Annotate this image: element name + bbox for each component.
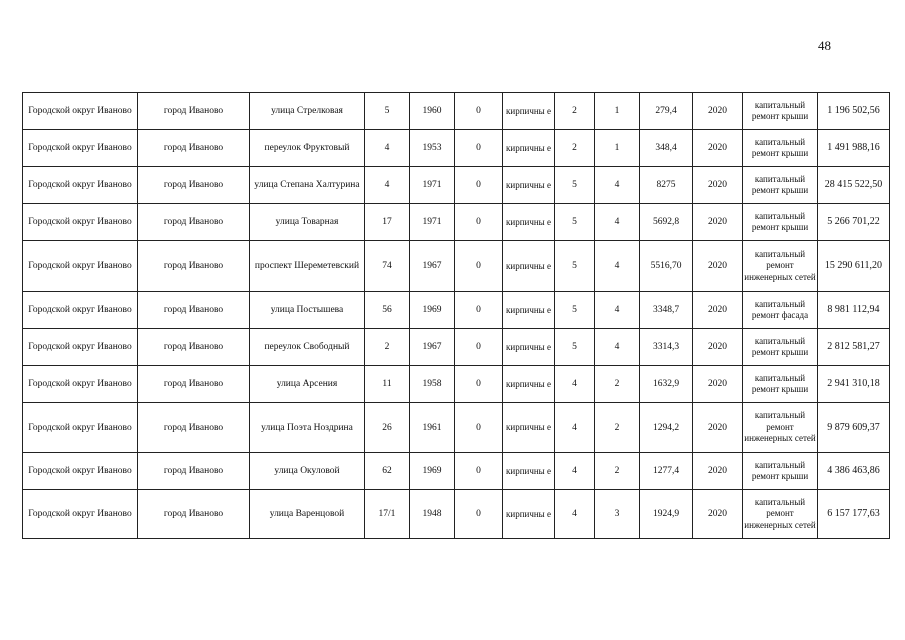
zero-value-cell: 0 [455, 329, 503, 366]
build-year-cell: 1958 [410, 366, 455, 403]
repair-registry-table [22, 92, 890, 539]
entrances-cell: 3 [595, 490, 640, 539]
work-type-cell: капитальный ремонт инженерных сетей [743, 403, 818, 453]
table-row [23, 490, 890, 539]
district-cell: Городской округ Иваново [23, 403, 138, 453]
area-cell: 1294,2 [640, 403, 693, 453]
street-cell: улица Стрелковая [250, 93, 365, 130]
street-cell: улица Постышева [250, 292, 365, 329]
area-cell: 348,4 [640, 130, 693, 167]
city-cell: город Иваново [138, 292, 250, 329]
zero-value-cell: 0 [455, 490, 503, 539]
house-number-cell: 17/1 [365, 490, 410, 539]
work-type-cell: капитальный ремонт крыши [743, 329, 818, 366]
cost-cell: 15 290 611,20 [818, 241, 890, 292]
zero-value-cell: 0 [455, 130, 503, 167]
build-year-cell: 1948 [410, 490, 455, 539]
cost-cell: 9 879 609,37 [818, 403, 890, 453]
entrances-cell: 4 [595, 329, 640, 366]
area-cell: 1632,9 [640, 366, 693, 403]
work-type-cell: капитальный ремонт инженерных сетей [743, 490, 818, 539]
table-body [23, 93, 890, 539]
house-number-cell: 5 [365, 93, 410, 130]
table-row [23, 204, 890, 241]
plan-year-cell: 2020 [693, 93, 743, 130]
city-cell: город Иваново [138, 329, 250, 366]
street-cell: улица Товарная [250, 204, 365, 241]
floors-cell: 4 [555, 403, 595, 453]
cost-cell: 1 196 502,56 [818, 93, 890, 130]
cost-cell: 28 415 522,50 [818, 167, 890, 204]
table-row [23, 366, 890, 403]
area-cell: 1924,9 [640, 490, 693, 539]
area-cell: 3348,7 [640, 292, 693, 329]
street-cell: переулок Свободный [250, 329, 365, 366]
city-cell: город Иваново [138, 93, 250, 130]
table-row [23, 241, 890, 292]
table-row [23, 453, 890, 490]
district-cell: Городской округ Иваново [23, 490, 138, 539]
table-row [23, 329, 890, 366]
zero-value-cell: 0 [455, 204, 503, 241]
plan-year-cell: 2020 [693, 403, 743, 453]
district-cell: Городской округ Иваново [23, 366, 138, 403]
floors-cell: 5 [555, 204, 595, 241]
cost-cell: 4 386 463,86 [818, 453, 890, 490]
district-cell: Городской округ Иваново [23, 329, 138, 366]
street-cell: улица Арсения [250, 366, 365, 403]
table-row [23, 130, 890, 167]
build-year-cell: 1953 [410, 130, 455, 167]
house-number-cell: 26 [365, 403, 410, 453]
work-type-cell: капитальный ремонт крыши [743, 167, 818, 204]
house-number-cell: 74 [365, 241, 410, 292]
work-type-cell: капитальный ремонт фасада [743, 292, 818, 329]
plan-year-cell: 2020 [693, 329, 743, 366]
entrances-cell: 4 [595, 204, 640, 241]
entrances-cell: 1 [595, 93, 640, 130]
entrances-cell: 4 [595, 167, 640, 204]
table-row [23, 167, 890, 204]
district-cell: Городской округ Иваново [23, 93, 138, 130]
plan-year-cell: 2020 [693, 130, 743, 167]
plan-year-cell: 2020 [693, 490, 743, 539]
floors-cell: 5 [555, 241, 595, 292]
page-number: 48 [818, 38, 831, 53]
wall-material-cell: кирпичны е [503, 204, 555, 241]
cost-cell: 2 812 581,27 [818, 329, 890, 366]
work-type-cell: капитальный ремонт крыши [743, 453, 818, 490]
area-cell: 279,4 [640, 93, 693, 130]
street-cell: улица Степана Халтурина [250, 167, 365, 204]
entrances-cell: 1 [595, 130, 640, 167]
floors-cell: 5 [555, 329, 595, 366]
entrances-cell: 2 [595, 453, 640, 490]
cost-cell: 6 157 177,63 [818, 490, 890, 539]
district-cell: Городской округ Иваново [23, 167, 138, 204]
build-year-cell: 1971 [410, 204, 455, 241]
entrances-cell: 4 [595, 241, 640, 292]
district-cell: Городской округ Иваново [23, 292, 138, 329]
street-cell: улица Варенцовой [250, 490, 365, 539]
work-type-cell: капитальный ремонт крыши [743, 130, 818, 167]
plan-year-cell: 2020 [693, 292, 743, 329]
cost-cell: 1 491 988,16 [818, 130, 890, 167]
zero-value-cell: 0 [455, 292, 503, 329]
floors-cell: 4 [555, 366, 595, 403]
wall-material-cell: кирпичны е [503, 366, 555, 403]
house-number-cell: 56 [365, 292, 410, 329]
area-cell: 1277,4 [640, 453, 693, 490]
district-cell: Городской округ Иваново [23, 241, 138, 292]
zero-value-cell: 0 [455, 453, 503, 490]
entrances-cell: 2 [595, 366, 640, 403]
wall-material-cell: кирпичны е [503, 167, 555, 204]
wall-material-cell: кирпичны е [503, 93, 555, 130]
wall-material-cell: кирпичны е [503, 453, 555, 490]
zero-value-cell: 0 [455, 366, 503, 403]
plan-year-cell: 2020 [693, 366, 743, 403]
wall-material-cell: кирпичны е [503, 130, 555, 167]
zero-value-cell: 0 [455, 167, 503, 204]
plan-year-cell: 2020 [693, 453, 743, 490]
district-cell: Городской округ Иваново [23, 204, 138, 241]
city-cell: город Иваново [138, 130, 250, 167]
entrances-cell: 2 [595, 403, 640, 453]
plan-year-cell: 2020 [693, 167, 743, 204]
district-cell: Городской округ Иваново [23, 453, 138, 490]
entrances-cell: 4 [595, 292, 640, 329]
street-cell: улица Окуловой [250, 453, 365, 490]
house-number-cell: 11 [365, 366, 410, 403]
street-cell: проспект Шереметевский [250, 241, 365, 292]
plan-year-cell: 2020 [693, 204, 743, 241]
district-cell: Городской округ Иваново [23, 130, 138, 167]
cost-cell: 2 941 310,18 [818, 366, 890, 403]
cost-cell: 8 981 112,94 [818, 292, 890, 329]
house-number-cell: 4 [365, 167, 410, 204]
floors-cell: 2 [555, 130, 595, 167]
floors-cell: 4 [555, 490, 595, 539]
table-row [23, 292, 890, 329]
house-number-cell: 62 [365, 453, 410, 490]
wall-material-cell: кирпичны е [503, 490, 555, 539]
floors-cell: 2 [555, 93, 595, 130]
build-year-cell: 1967 [410, 241, 455, 292]
city-cell: город Иваново [138, 241, 250, 292]
city-cell: город Иваново [138, 167, 250, 204]
plan-year-cell: 2020 [693, 241, 743, 292]
area-cell: 3314,3 [640, 329, 693, 366]
area-cell: 5692,8 [640, 204, 693, 241]
wall-material-cell: кирпичны е [503, 329, 555, 366]
street-cell: переулок Фруктовый [250, 130, 365, 167]
build-year-cell: 1969 [410, 292, 455, 329]
work-type-cell: капитальный ремонт крыши [743, 204, 818, 241]
cost-cell: 5 266 701,22 [818, 204, 890, 241]
floors-cell: 5 [555, 167, 595, 204]
zero-value-cell: 0 [455, 403, 503, 453]
city-cell: город Иваново [138, 490, 250, 539]
wall-material-cell: кирпичны е [503, 241, 555, 292]
zero-value-cell: 0 [455, 93, 503, 130]
build-year-cell: 1961 [410, 403, 455, 453]
build-year-cell: 1971 [410, 167, 455, 204]
city-cell: город Иваново [138, 366, 250, 403]
build-year-cell: 1967 [410, 329, 455, 366]
house-number-cell: 4 [365, 130, 410, 167]
city-cell: город Иваново [138, 453, 250, 490]
work-type-cell: капитальный ремонт крыши [743, 93, 818, 130]
table-row [23, 93, 890, 130]
city-cell: город Иваново [138, 204, 250, 241]
house-number-cell: 2 [365, 329, 410, 366]
floors-cell: 5 [555, 292, 595, 329]
floors-cell: 4 [555, 453, 595, 490]
wall-material-cell: кирпичны е [503, 403, 555, 453]
work-type-cell: капитальный ремонт крыши [743, 366, 818, 403]
build-year-cell: 1960 [410, 93, 455, 130]
build-year-cell: 1969 [410, 453, 455, 490]
house-number-cell: 17 [365, 204, 410, 241]
table-row [23, 403, 890, 453]
area-cell: 5516,70 [640, 241, 693, 292]
city-cell: город Иваново [138, 403, 250, 453]
area-cell: 8275 [640, 167, 693, 204]
street-cell: улица Поэта Ноздрина [250, 403, 365, 453]
work-type-cell: капитальный ремонт инженерных сетей [743, 241, 818, 292]
zero-value-cell: 0 [455, 241, 503, 292]
wall-material-cell: кирпичны е [503, 292, 555, 329]
